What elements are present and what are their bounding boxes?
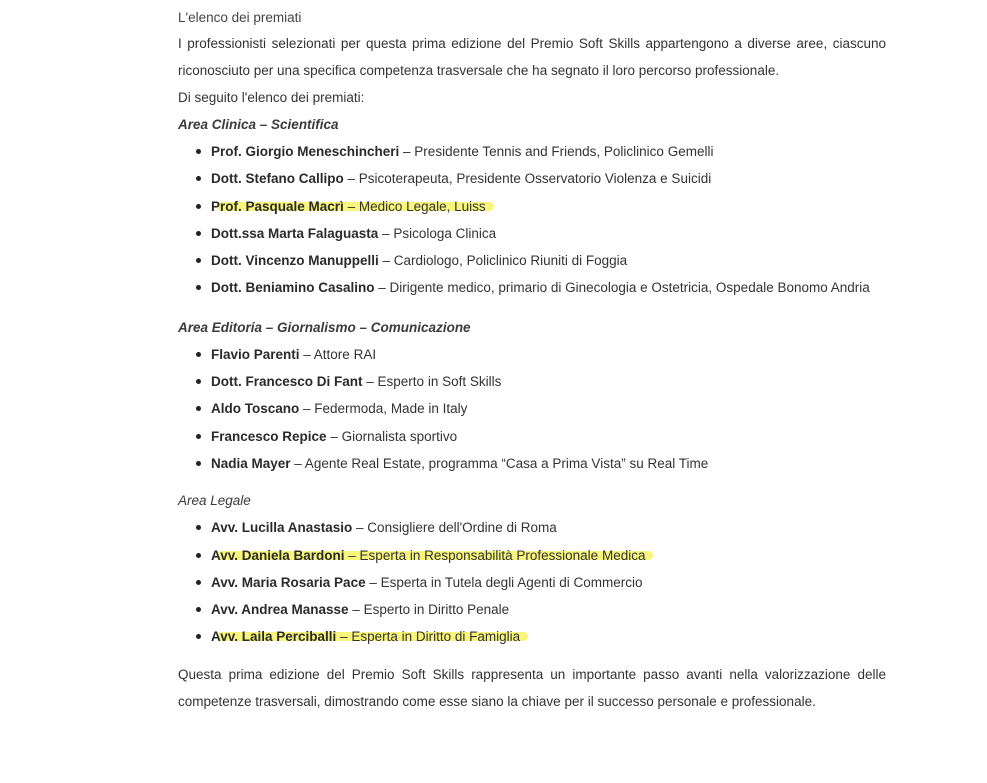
awardee-name: Avv. Daniela Bardoni — [211, 547, 345, 563]
awardee-list-media — [178, 341, 886, 477]
awardee-name: Avv. Andrea Manasse — [211, 602, 349, 618]
article-content — [178, 6, 886, 715]
spacer — [178, 302, 886, 314]
awardee-name: Aldo Toscano — [211, 401, 300, 417]
awardee-role: – Attore RAI — [299, 346, 377, 362]
awardee-list-clinical — [178, 138, 886, 302]
awardee-role: – Esperto in Diritto Penale — [348, 602, 510, 618]
awardee-name: Dott. Vincenzo Manuppelli — [211, 253, 379, 269]
list-item — [211, 274, 886, 301]
list-item — [211, 395, 886, 422]
highlight-mark — [211, 199, 486, 214]
awardee-role: – Esperto in Soft Skills — [362, 374, 502, 390]
awardee-name: Dott. Beniamino Casalino — [211, 280, 375, 296]
awardee-role: – Psicologa Clinica — [378, 225, 497, 241]
highlight-mark — [211, 548, 645, 563]
awardee-list-legal — [178, 514, 886, 650]
list-item — [211, 247, 886, 274]
awardee-name: Francesco Repice — [211, 428, 327, 444]
list-item-highlighted — [211, 193, 886, 220]
awardee-name: Prof. Giorgio Meneschincheri — [211, 144, 400, 159]
list-item — [211, 220, 886, 247]
awardee-name: Flavio Parenti — [211, 346, 300, 362]
list-item-highlighted — [211, 623, 886, 650]
awardee-role: – Esperta in Tutela degli Agenti di Commercio — [365, 574, 643, 590]
awardee-role: – Esperta in Responsabilità Professionale Medica — [344, 547, 646, 563]
section-heading: L'elenco dei premiati — [178, 10, 302, 25]
spacer — [178, 477, 886, 487]
awardee-name: Avv. Maria Rosaria Pace — [211, 574, 366, 590]
section-title-clinical: Area Clinica – Scientifica — [178, 117, 339, 132]
list-item — [211, 450, 886, 477]
awardee-role: – Giornalista sportivo — [326, 428, 458, 444]
intro-lead: Di seguito l'elenco dei premiati: — [178, 90, 365, 105]
spacer — [178, 651, 886, 661]
section-title-legal: Area Legale — [178, 493, 251, 509]
section-title-media: Area Editoria – Giornalismo – Comunicazione — [178, 319, 471, 335]
awardee-name: Nadia Mayer — [211, 455, 291, 471]
awardee-role: – Federmoda, Made in Italy — [299, 401, 468, 417]
awardee-role: – Psicoterapeuta, Presidente Osservatorio Violenza e Suicidi — [343, 171, 712, 187]
awardee-name: Avv. Laila Perciballi — [211, 629, 337, 645]
list-item — [211, 368, 886, 395]
awardee-role: – Medico Legale, Luiss — [343, 198, 486, 214]
section-legal — [178, 487, 886, 650]
section-clinical — [178, 111, 886, 302]
awardee-name: Dott. Stefano Callipo — [211, 171, 344, 187]
intro-paragraph: I professionisti selezionati per questa prima edizione del Premio Soft Skills appartengono a diverse aree, ciascuno riconosciuto per una specifica competenza trasversale che ha segnato il loro percorso professionale. — [178, 36, 886, 78]
list-item-highlighted — [211, 542, 886, 569]
list-item — [211, 423, 886, 450]
list-item — [211, 514, 886, 541]
awardee-role: – Dirigente medico, primario di Ginecologia e Ostetricia, Ospedale Bonomo Andria — [374, 280, 870, 296]
awardee-role: – Agente Real Estate, programma “Casa a Prima Vista” su Real Time — [290, 455, 709, 471]
awardee-name: Avv. Lucilla Anastasio — [211, 520, 353, 536]
section-media — [178, 314, 886, 477]
awardee-role: – Esperta in Diritto di Famiglia — [336, 629, 521, 645]
list-item — [211, 596, 886, 623]
closing-paragraph: Questa prima edizione del Premio Soft Skills rappresenta un importante passo avanti nella valorizzazione delle competenze trasversali, dimostrando come esse siano la chiave per il successo personale e professionale. — [178, 666, 886, 709]
awardee-role: – Consigliere dell'Ordine di Roma — [352, 520, 557, 536]
list-item — [211, 341, 886, 368]
awardee-role: – Cardiologo, Policlinico Riuniti di Foggia — [378, 253, 628, 269]
awardee-name: Prof. Pasquale Macrì — [211, 198, 344, 214]
awardee-role: – Presidente Tennis and Friends, Policlinico Gemelli — [399, 144, 714, 159]
awardee-name: Dott.ssa Marta Falaguasta — [211, 225, 379, 241]
awardee-name: Dott. Francesco Di Fant — [211, 374, 363, 390]
list-item — [211, 165, 886, 192]
highlight-mark — [211, 629, 520, 644]
list-item — [211, 569, 886, 596]
list-item — [211, 138, 886, 165]
